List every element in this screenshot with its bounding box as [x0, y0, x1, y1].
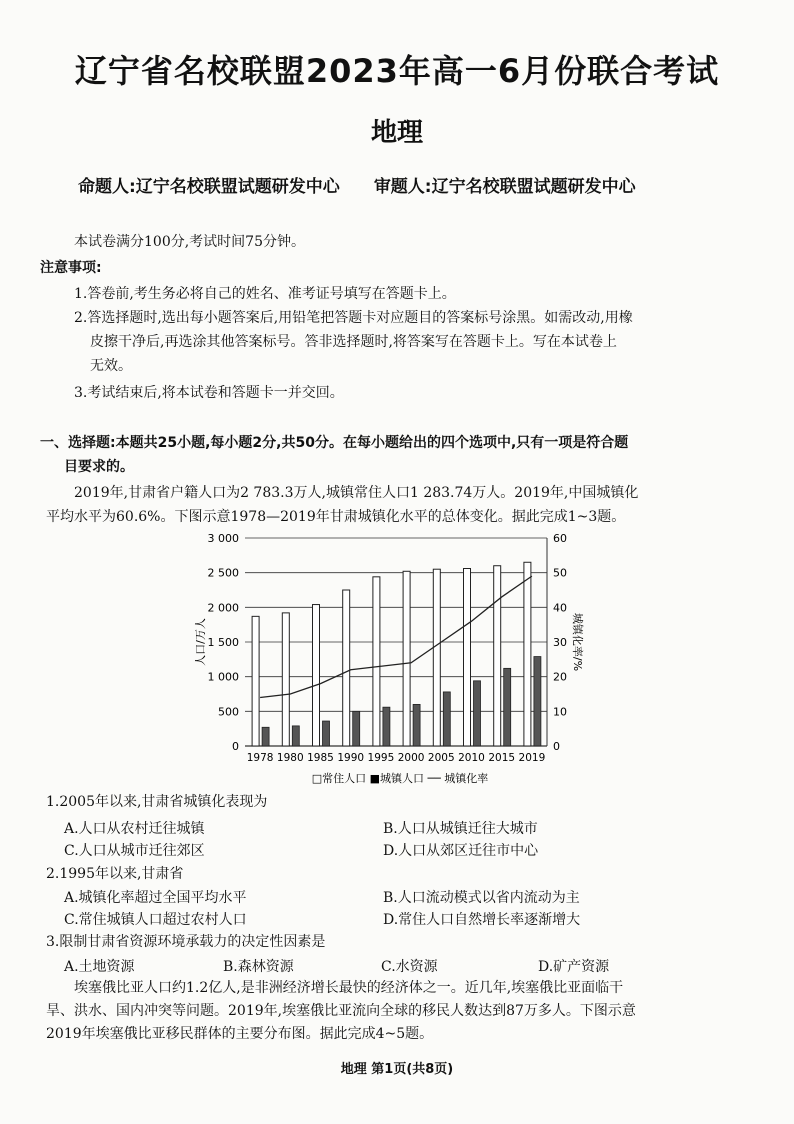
bar-urban-population — [534, 657, 541, 746]
bar-resident-population — [403, 571, 410, 746]
bar-resident-population — [313, 605, 320, 746]
urbanization-rate-line — [260, 576, 532, 697]
bar-resident-population — [433, 569, 440, 746]
y-tick-label-left: 2 500 — [207, 566, 239, 580]
bar-resident-population — [524, 562, 531, 746]
y-tick-label-right: 30 — [553, 636, 567, 649]
subject-title: 地理 — [370, 118, 423, 148]
urbanization-chart — [190, 530, 610, 792]
x-tick-label: 1980 — [276, 752, 304, 764]
passage-text: 平均水平为60.6%。下图示意1978—2019年甘肃城镇化水平的总体变化。据此完成1~3题。 — [46, 509, 626, 525]
option-d: D.矿产资源 — [538, 959, 610, 975]
x-tick-label: 1978 — [246, 752, 274, 764]
chart-bars — [252, 562, 541, 746]
x-tick-label: 1995 — [367, 752, 395, 764]
question-stem: 1.2005年以来,甘肃省城镇化表现为 — [46, 794, 268, 810]
y-tick-label-left: 0 — [232, 740, 239, 753]
option-d: D.常住人口自然增长率逐渐增大 — [383, 912, 581, 928]
y-tick-label-left: 500 — [218, 705, 239, 719]
bar-urban-population — [353, 711, 360, 746]
y-tick-label-left: 1 500 — [207, 636, 239, 649]
option-b: B.森林资源 — [223, 959, 294, 975]
y-tick-label-left: 2 000 — [207, 601, 239, 615]
y-axis-label-left: 人口/万人 — [194, 618, 207, 666]
notice-item: 无效。 — [90, 358, 132, 374]
passage-text: 埃塞俄比亚人口约1.2亿人,是非洲经济增长最快的经济体之一。近几年,埃塞俄比亚面临干 — [74, 980, 624, 996]
bar-urban-population — [323, 721, 330, 746]
passage-text: 旱、洪水、国内冲突等问题。2019年,埃塞俄比亚流向全球的移民人数达到87万多人。下图示意 — [46, 1003, 636, 1019]
y-axis-label-right: 城镇化率/% — [571, 612, 584, 672]
option-d: D.人口从郊区迁往市中心 — [383, 843, 539, 859]
chart-legend: □常住人口 ■城镇人口 ── 城镇化率 — [311, 772, 489, 785]
y-tick-label-left: 1 000 — [207, 670, 239, 684]
option-b: B.人口从城镇迁往大城市 — [383, 821, 538, 837]
notice-item: 皮擦干净后,再选涂其他答案标号。答非选择题时,将答案写在答题卡上。写在本试卷上 — [90, 334, 617, 350]
bar-urban-population — [474, 681, 481, 746]
y-tick-label-right: 0 — [553, 740, 560, 753]
bar-resident-population — [343, 590, 350, 746]
notice-item: 1.答卷前,考生务必将自己的姓名、准考证号填写在答题卡上。 — [74, 286, 456, 302]
question-stem: 3.限制甘肃省资源环境承载力的决定性因素是 — [46, 934, 326, 950]
x-tick-label: 2010 — [458, 752, 485, 764]
reviewer-text: 审题人:辽宁名校联盟试题研发中心 — [373, 177, 636, 197]
option-a: A.人口从农村迁往城镇 — [64, 821, 205, 837]
bar-urban-population — [504, 668, 511, 746]
bar-resident-population — [464, 569, 471, 746]
y-tick-label-right: 60 — [553, 532, 567, 545]
x-tick-label: 2015 — [488, 752, 516, 764]
y-tick-label-right: 10 — [553, 705, 567, 719]
bar-resident-population — [494, 566, 501, 746]
question-stem: 2.1995年以来,甘肃省 — [46, 866, 184, 882]
chart-line-series — [260, 576, 532, 697]
x-tick-label: 1985 — [307, 752, 334, 764]
bar-urban-population — [443, 692, 450, 746]
x-tick-label: 1990 — [337, 752, 365, 764]
x-tick-label: 2000 — [397, 752, 425, 764]
y-tick-label-right: 20 — [553, 670, 567, 684]
page-footer: 地理 第1页(共8页) — [340, 1062, 454, 1077]
section-heading: 一、选择题:本题共25小题,每小题2分,共50分。在每小题给出的四个选项中,只有一项是符合题 — [40, 435, 629, 451]
bar-urban-population — [262, 727, 269, 746]
y-tick-label-right: 40 — [553, 601, 567, 615]
option-c: C.常住城镇人口超过农村人口 — [64, 912, 247, 928]
section-heading-cont: 目要求的。 — [64, 459, 134, 475]
author-text: 命题人:辽宁名校联盟试题研发中心 — [78, 177, 340, 197]
notice-item: 2.答选择题时,选出每小题答案后,用铅笔把答题卡对应题目的答案标号涂黑。如需改动,用橡 — [74, 310, 633, 326]
option-b: B.人口流动模式以省内流动为主 — [383, 890, 580, 906]
option-c: C.水资源 — [381, 959, 438, 975]
bar-resident-population — [282, 613, 289, 746]
passage-text: 2019年埃塞俄比亚移民群体的主要分布图。据此完成4~5题。 — [46, 1026, 434, 1042]
intro-text: 本试卷满分100分,考试时间75分钟。 — [74, 234, 305, 250]
option-a: A.城镇化率超过全国平均水平 — [64, 890, 247, 906]
y-tick-label-right: 50 — [553, 566, 567, 580]
bar-urban-population — [413, 704, 420, 746]
x-tick-label: 2019 — [518, 752, 546, 764]
chart-grid — [245, 538, 547, 746]
notice-heading: 注意事项: — [40, 260, 102, 276]
author-line — [78, 172, 636, 197]
exam-title: 辽宁省名校联盟2023年高一6月份联合考试 — [74, 52, 720, 90]
bar-resident-population — [252, 616, 259, 746]
notice-item: 3.考试结束后,将本试卷和答题卡一并交回。 — [74, 385, 344, 401]
option-c: C.人口从城市迁往郊区 — [64, 843, 205, 859]
bar-resident-population — [373, 577, 380, 746]
bar-urban-population — [292, 726, 299, 746]
passage-text: 2019年,甘肃省户籍人口为2 783.3万人,城镇常住人口1 283.74万人。2019年,中国城镇化 — [74, 485, 639, 501]
option-a: A.土地资源 — [64, 959, 135, 975]
y-tick-label-left: 3 000 — [207, 532, 239, 545]
x-tick-label: 2005 — [427, 752, 455, 764]
bar-urban-population — [383, 707, 390, 746]
